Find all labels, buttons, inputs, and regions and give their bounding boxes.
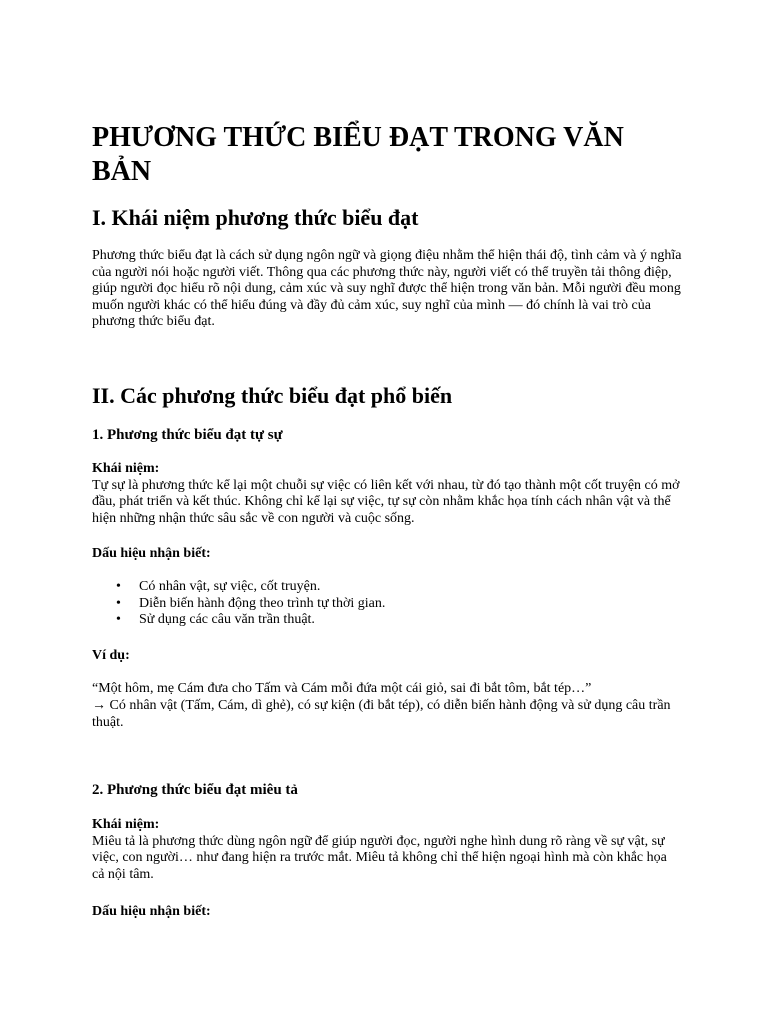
subsection-1-signs-label: Dấu hiệu nhận biết:: [92, 546, 211, 561]
concept-label: Khái niệm:: [92, 461, 160, 476]
subsection-2-signs-label: Dấu hiệu nhận biết:: [92, 904, 211, 919]
bullet-icon: •: [116, 612, 121, 628]
bullet-icon: •: [116, 595, 121, 611]
list-item-text: Có nhân vật, sự việc, cốt truyện.: [139, 579, 321, 594]
document-title: PHƯƠNG THỨC BIỂU ĐẠT TRONG VĂN BẢN: [92, 122, 624, 187]
list-item: [92, 579, 682, 596]
example-quote: “Một hôm, mẹ Cám đưa cho Tấm và Cám mỗi đứa một cái giỏ, sai đi bắt tôm, bắt tép…”: [92, 681, 592, 696]
list-item: [92, 596, 682, 613]
list-item-text: Diễn biến hành động theo trình tự thời gian.: [139, 595, 386, 611]
list-item: [92, 612, 682, 629]
signs-list: [92, 579, 682, 629]
subsection-2-heading: 2. Phương thức biểu đạt miêu tả: [92, 782, 298, 798]
concept-label: Khái niệm:: [92, 817, 160, 832]
section-2-heading: II. Các phương thức biểu đạt phổ biến: [92, 383, 453, 408]
example-note: → Có nhân vật (Tấm, Cám, dì ghẻ), có sự kiện (đi bắt tép), có diễn biến hành động và sử dụng câu trần thuật.: [92, 698, 671, 730]
bullet-icon: •: [116, 579, 121, 594]
example-label: Ví dụ:: [92, 648, 130, 663]
concept-text: Miêu tả là phương thức dùng ngôn ngữ để giúp người đọc, người nghe hình dung rõ ràng về sự vật, sự việc, con người… như đang hiện ra trước mắt. Miêu tả không chỉ thể hiện ngoại hình mà còn khắc họa cả nội tâm.: [92, 833, 667, 882]
subsection-1-concept: [92, 461, 682, 527]
list-item-text: Sử dụng các câu văn trần thuật.: [139, 612, 315, 628]
subsection-2-concept: [92, 817, 682, 883]
section-1-heading: I. Khái niệm phương thức biểu đạt: [92, 205, 419, 230]
concept-text: Tự sự là phương thức kể lại một chuỗi sự việc có liên kết với nhau, từ đó tạo thành một cốt truyện có mở đầu, phát triển và kết thúc. Không chỉ kể lại sự việc, tự sự còn nhằm khắc họa tính cách nhân vật và thể hiện những nhận thức sâu sắc về con người và cuộc sống.: [92, 477, 680, 526]
subsection-1-heading: 1. Phương thức biểu đạt tự sự: [92, 427, 283, 443]
section-1-paragraph: Phương thức biểu đạt là cách sử dụng ngôn ngữ và giọng điệu nhằm thể hiện thái độ, tình cảm và ý nghĩa của người nói hoặc người viết. Thông qua các phương thức này, người viết có thể truyền tải thông điệp, giúp người đọc hiểu rõ nội dung, cảm xúc và suy nghĩ được thể hiện trong văn bản. Mỗi người đều mong muốn người khác có thể hiểu đúng và đầy đủ cảm xúc, suy nghĩ của mình — đó chính là vai trò của phương thức biểu đạt.: [92, 248, 682, 330]
